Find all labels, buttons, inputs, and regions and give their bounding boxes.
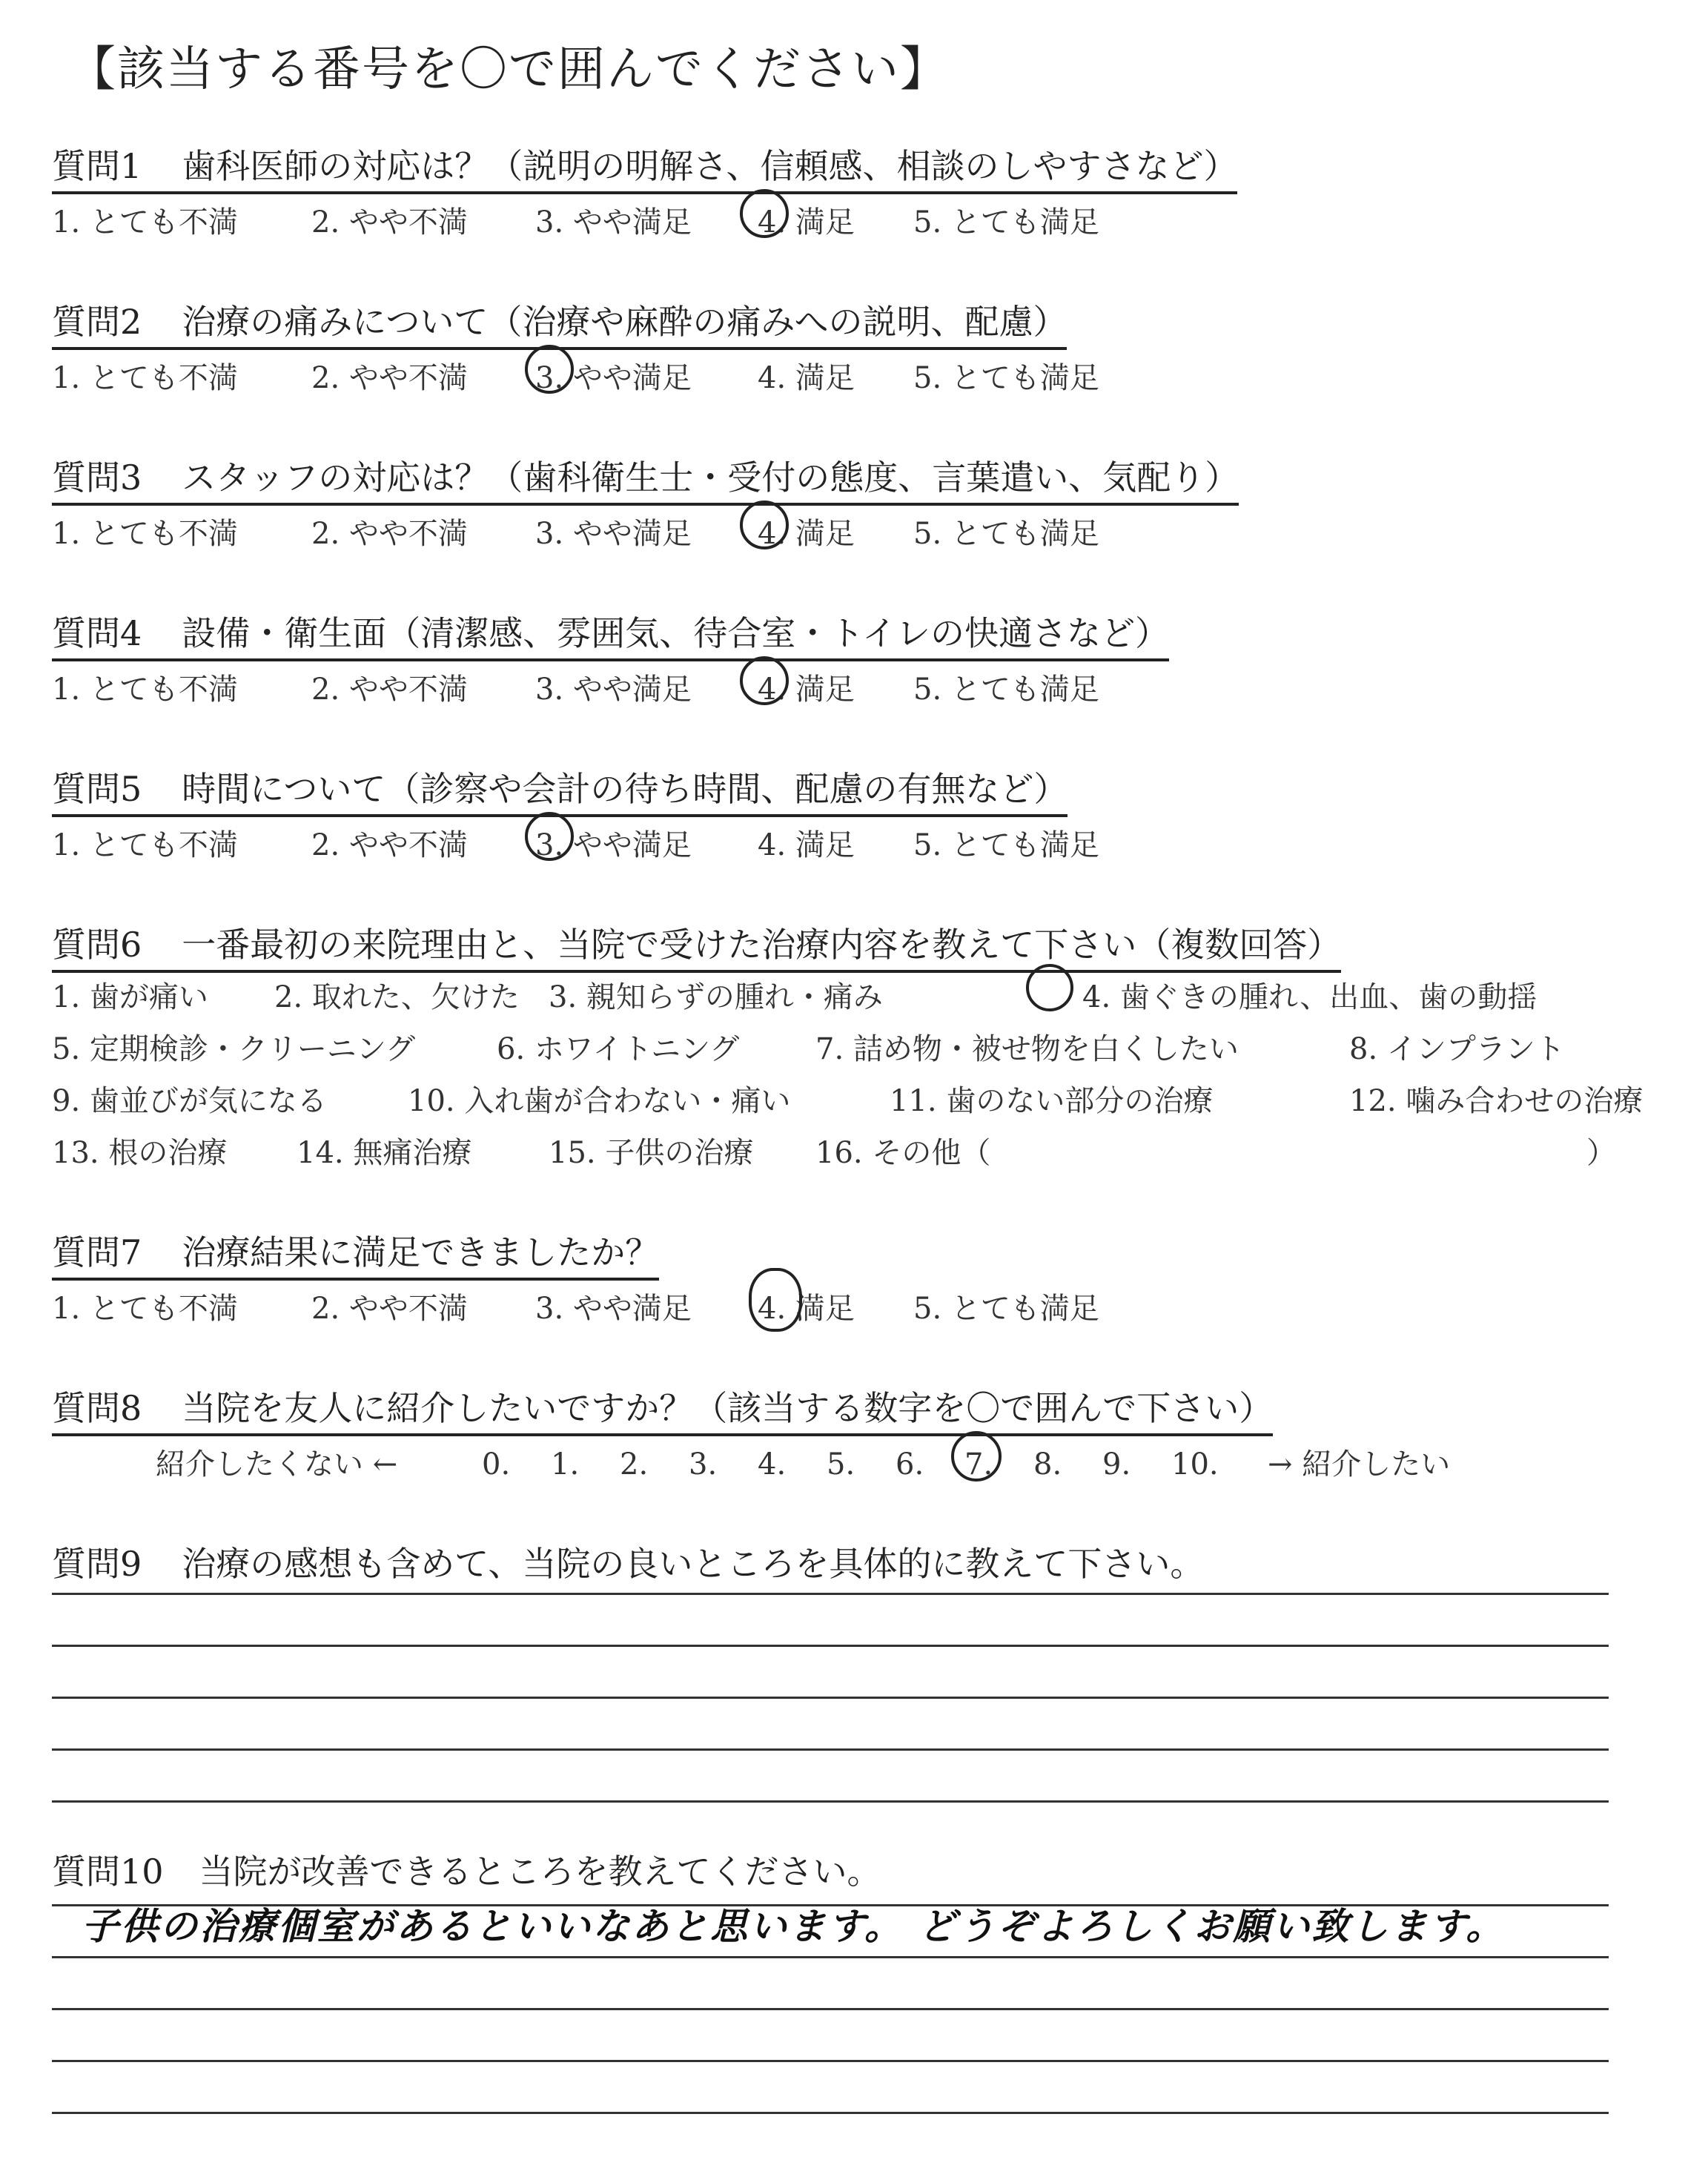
q8-score-6[interactable]: 6. xyxy=(896,1447,924,1482)
q8-score-9[interactable]: 9. xyxy=(1102,1447,1131,1482)
q5-option-1[interactable]: 1. とても不満 xyxy=(52,828,238,862)
question-2 xyxy=(52,295,1067,350)
question-1-options xyxy=(52,199,1099,241)
question-3 xyxy=(52,451,1239,506)
page-title: 【該当する番号を〇で囲んでください】 xyxy=(68,42,949,97)
q6-option-5[interactable]: 5. 定期検診・クリーニング xyxy=(52,1032,416,1066)
q5-option-4[interactable]: 4. 満足 xyxy=(758,828,855,862)
q4-option-4[interactable]: 4. 満足 xyxy=(758,673,855,707)
q5-option-3[interactable]: 3. やや満足 xyxy=(535,828,692,862)
question-8-scale xyxy=(156,1441,1450,1483)
question-10-label: 質問10 xyxy=(52,1852,164,1892)
q6-option-8[interactable]: 8. インプラント xyxy=(1349,1032,1565,1066)
q6-option-7[interactable]: 7. 詰め物・被せ物を白くしたい xyxy=(815,1032,1239,1066)
question-4-text: 設備・衛生面（清潔感、雰囲気、待合室・トイレの快適さなど） xyxy=(182,613,1169,653)
q6-option-12[interactable]: 12. 噛み合わせの治療 xyxy=(1349,1084,1644,1118)
q6-option-16[interactable]: 16. その他（ xyxy=(815,1136,991,1170)
question-4-options xyxy=(52,666,1099,708)
question-10-text: 当院が改善できるところを教えてください。 xyxy=(199,1852,881,1892)
q6-option-16-close: ） xyxy=(1586,1136,1616,1170)
q8-score-7[interactable]: 7. xyxy=(964,1447,993,1482)
question-5-label: 質問5 xyxy=(52,769,142,809)
q4-option-1[interactable]: 1. とても不満 xyxy=(52,673,238,707)
q8-score-10[interactable]: 10. xyxy=(1171,1447,1219,1482)
q2-option-3[interactable]: 3. やや満足 xyxy=(535,361,692,395)
q3-option-5[interactable]: 5. とても満足 xyxy=(913,517,1099,551)
question-2-label: 質問2 xyxy=(52,302,142,342)
q5-option-5[interactable]: 5. とても満足 xyxy=(913,828,1099,862)
q2-selected-circle xyxy=(525,345,574,394)
q6-options-row-4 xyxy=(52,1129,1616,1172)
q3-option-1[interactable]: 1. とても不満 xyxy=(52,517,238,551)
q9-answer-line-1[interactable] xyxy=(52,1593,1609,1595)
q2-option-1[interactable]: 1. とても不満 xyxy=(52,361,238,395)
q7-option-4[interactable]: 4. 満足 xyxy=(758,1292,855,1326)
q8-score-2[interactable]: 2. xyxy=(620,1447,649,1482)
q7-option-3[interactable]: 3. やや満足 xyxy=(535,1292,692,1326)
q3-option-2[interactable]: 2. やや不満 xyxy=(311,517,468,551)
q8-score-4[interactable]: 4. xyxy=(758,1447,787,1482)
question-5-options xyxy=(52,822,1099,864)
q7-option-2[interactable]: 2. やや不満 xyxy=(311,1292,468,1326)
q1-option-5[interactable]: 5. とても満足 xyxy=(913,205,1099,240)
q6-option-3[interactable]: 3. 親知らずの腫れ・痛み xyxy=(549,980,883,1014)
question-3-options xyxy=(52,510,1099,552)
question-2-options xyxy=(52,354,1099,397)
q4-option-3[interactable]: 3. やや満足 xyxy=(535,673,692,707)
q4-option-2[interactable]: 2. やや不満 xyxy=(311,673,468,707)
q7-selected-circle xyxy=(749,1268,802,1332)
q6-option-11[interactable]: 11. 歯のない部分の治療 xyxy=(890,1084,1214,1118)
q7-option-1[interactable]: 1. とても不満 xyxy=(52,1292,238,1326)
q10-handwritten-answer: 子供の治療個室があるといいなあと思います。 どうぞよろしくお願い致します。 xyxy=(82,1905,1506,1948)
q1-option-1[interactable]: 1. とても不満 xyxy=(52,205,238,240)
q1-option-3[interactable]: 3. やや満足 xyxy=(535,205,692,240)
q9-answer-line-3[interactable] xyxy=(52,1697,1609,1699)
q6-option-1[interactable]: 1. 歯が痛い xyxy=(52,980,208,1014)
q8-selected-circle xyxy=(951,1431,1002,1482)
q9-answer-line-4[interactable] xyxy=(52,1748,1609,1751)
question-7-options xyxy=(52,1285,1099,1327)
q1-selected-circle xyxy=(740,189,789,238)
q6-option-6[interactable]: 6. ホワイトニング xyxy=(497,1032,740,1066)
question-3-label: 質問3 xyxy=(52,458,142,498)
q8-score-1[interactable]: 1. xyxy=(551,1447,580,1482)
q4-selected-circle xyxy=(740,656,789,705)
question-1-label: 質問1 xyxy=(52,146,142,186)
question-10 xyxy=(52,1845,881,1897)
q10-answer-line-5[interactable] xyxy=(52,2112,1609,2114)
question-1-text: 歯科医師の対応は？（説明の明解さ、信頼感、相談のしやすさなど） xyxy=(182,146,1238,186)
question-9 xyxy=(52,1537,1204,1589)
q8-score-8[interactable]: 8. xyxy=(1033,1447,1062,1482)
q8-right-label: → 紹介したい xyxy=(1268,1447,1451,1482)
q1-option-2[interactable]: 2. やや不満 xyxy=(311,205,468,240)
q7-option-5[interactable]: 5. とても満足 xyxy=(913,1292,1099,1326)
q6-option-9[interactable]: 9. 歯並びが気になる xyxy=(52,1084,327,1118)
question-1 xyxy=(52,139,1237,194)
question-4 xyxy=(52,607,1169,661)
q6-options-row-1 xyxy=(52,974,1537,1016)
q6-option-13[interactable]: 13. 根の治療 xyxy=(52,1136,228,1170)
q10-answer-line-3[interactable] xyxy=(52,2008,1609,2010)
q6-option-2[interactable]: 2. 取れた、欠けた xyxy=(274,980,520,1014)
question-8-text: 当院を友人に紹介したいですか？（該当する数字を〇で囲んで下さい） xyxy=(182,1388,1274,1428)
q6-options-row-2 xyxy=(52,1025,1565,1068)
question-5 xyxy=(52,762,1068,817)
q9-answer-line-2[interactable] xyxy=(52,1645,1609,1647)
q1-option-4[interactable]: 4. 満足 xyxy=(758,205,855,240)
q8-score-0[interactable]: 0. xyxy=(482,1447,511,1482)
question-6-label: 質問6 xyxy=(52,925,142,965)
q6-options-row-3 xyxy=(52,1077,1643,1120)
question-2-text: 治療の痛みについて（治療や麻酔の痛みへの説明、配慮） xyxy=(182,302,1068,342)
question-3-text: スタッフの対応は？（歯科衛生士・受付の態度、言葉遣い、気配り） xyxy=(182,458,1239,498)
q6-option-15[interactable]: 15. 子供の治療 xyxy=(549,1136,754,1170)
q10-answer-line-4[interactable] xyxy=(52,2060,1609,2062)
q6-option-10[interactable]: 10. 入れ歯が合わない・痛い xyxy=(408,1084,791,1118)
q3-option-3[interactable]: 3. やや満足 xyxy=(535,517,692,551)
question-6-text: 一番最初の来院理由と、当院で受けた治療内容を教えて下さい（複数回答） xyxy=(182,925,1342,965)
q6-selected-circle xyxy=(1026,964,1073,1011)
q2-option-4[interactable]: 4. 満足 xyxy=(758,361,855,395)
q4-option-5[interactable]: 5. とても満足 xyxy=(913,673,1099,707)
q5-selected-circle xyxy=(525,812,574,861)
question-5-text: 時間について（診察や会計の待ち時間、配慮の有無など） xyxy=(182,769,1068,809)
question-7-text: 治療結果に満足できましたか？ xyxy=(182,1232,660,1272)
q2-option-2[interactable]: 2. やや不満 xyxy=(311,361,468,395)
question-9-label: 質問9 xyxy=(52,1544,142,1584)
q9-answer-line-5[interactable] xyxy=(52,1800,1609,1803)
question-7-label: 質問7 xyxy=(52,1232,142,1272)
question-6 xyxy=(52,918,1341,973)
q3-selected-circle xyxy=(740,501,789,549)
question-4-label: 質問4 xyxy=(52,613,142,653)
q8-left-label: 紹介したくない ← xyxy=(156,1447,398,1482)
q10-answer-line-2[interactable] xyxy=(52,1956,1609,1958)
q6-option-14[interactable]: 14. 無痛治療 xyxy=(297,1136,472,1170)
q6-option-4[interactable]: 4. 歯ぐきの腫れ、出血、歯の動揺 xyxy=(1082,980,1537,1014)
question-9-text: 治療の感想も含めて、当院の良いところを具体的に教えて下さい。 xyxy=(182,1544,1205,1584)
q3-option-4[interactable]: 4. 満足 xyxy=(758,517,855,551)
q5-option-2[interactable]: 2. やや不満 xyxy=(311,828,468,862)
question-8 xyxy=(52,1381,1273,1436)
question-8-label: 質問8 xyxy=(52,1388,142,1428)
q8-score-5[interactable]: 5. xyxy=(827,1447,855,1482)
question-7 xyxy=(52,1226,659,1281)
q2-option-5[interactable]: 5. とても満足 xyxy=(913,361,1099,395)
q8-score-3[interactable]: 3. xyxy=(689,1447,718,1482)
